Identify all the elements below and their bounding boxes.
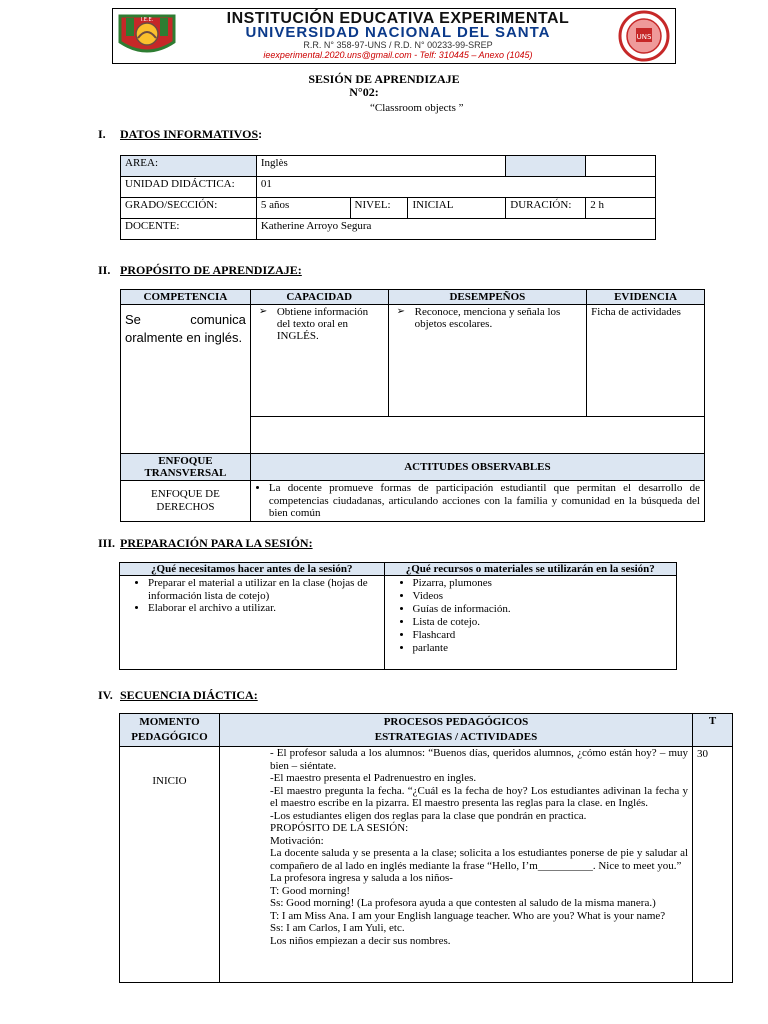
recurso-item: • Videos xyxy=(413,590,672,603)
grado-value: 5 años xyxy=(256,198,350,219)
logo-left-text: I.E.E. xyxy=(140,17,154,23)
col-procesos xyxy=(219,714,692,747)
docente-label: DOCENTE: xyxy=(121,219,257,240)
recurso-item: • parlante xyxy=(413,642,672,655)
area-blank-2 xyxy=(586,156,656,177)
section-3-label: PREPARACIÓN PARA LA SESIÓN: xyxy=(120,536,313,550)
section-3-num: III. xyxy=(98,536,116,550)
capacidad-item: ➢ Obtiene información del texto oral en INGLÉS. xyxy=(255,306,384,342)
actividad-line: PROPÓSITO DE LA SESIÓN: xyxy=(269,822,409,834)
section-1-colon: : xyxy=(258,127,263,141)
col-capacidad: CAPACIDAD xyxy=(250,290,388,305)
antes-item: • Preparar el material a utilizar en la clase (hojas de información lista de cotejo) xyxy=(148,577,380,602)
docente-value: Katherine Arroyo Segura xyxy=(256,219,655,240)
actividad-line: -El maestro pregunta la fecha. “¿Cuál es la fecha de hoy? Los estudiantes adivinan la fecha y el maestro escribe en la pizarra. El maestro presenta las reglas para la clase. en Inglés. xyxy=(269,784,689,809)
recurso-item: • Flashcard xyxy=(413,629,672,642)
col-t: T xyxy=(693,714,733,747)
section-4-label: SECUENCIA DIÁCTICA: xyxy=(120,688,258,702)
document-title: SESIÓN DE APRENDIZAJE xyxy=(308,72,460,86)
area-value: Inglès xyxy=(256,156,505,177)
antes-item: • Elaborar el archivo a utilizar. xyxy=(148,602,380,615)
actividad-line: T: Good morning! xyxy=(269,884,351,897)
momento-inicio: INICIO xyxy=(120,747,220,983)
section-1-heading xyxy=(98,127,262,142)
unidad-label: UNIDAD DIDÁCTICA: xyxy=(121,177,257,198)
enfoque-header: ENFOQUE TRANSVERSAL xyxy=(121,454,251,481)
grado-label: GRADO/SECCIÓN: xyxy=(121,198,257,219)
nivel-value: INICIAL xyxy=(408,198,506,219)
desempeno-item: ➢ Reconoce, menciona y señala los objetos escolares. xyxy=(393,306,583,330)
section-2-label: PROPÓSITO DE APRENDIZAJE: xyxy=(120,263,302,277)
datos-table xyxy=(120,155,656,240)
actividad-line: Ss: Good morning! (La profesora ayuda a que contesten al saludo de la misma manera.) xyxy=(269,897,656,909)
col-desempenos: DESEMPEÑOS xyxy=(388,290,587,305)
tiempo-value: 30 xyxy=(693,747,733,983)
actividades-cell xyxy=(219,747,692,983)
col-procesos-line-2: ESTRATEGIAS / ACTIVIDADES xyxy=(374,731,538,743)
preparacion-table xyxy=(119,562,677,670)
enfoque-value: ENFOQUE DE DERECHOS xyxy=(121,481,251,522)
university-name: UNIVERSIDAD NACIONAL DEL SANTA xyxy=(245,24,551,41)
secuencia-table xyxy=(119,713,733,983)
section-1-num: I. xyxy=(98,127,106,141)
actividad-line: Los niños empiezan a decir sus nombres. xyxy=(269,934,451,947)
col-momento: MOMENTO PEDAGÓGICO xyxy=(120,714,220,747)
desempeno-list xyxy=(393,306,583,330)
area-blank xyxy=(506,156,586,177)
resolution-line: R.R. N° 358-97-UNS / R.D. N° 00233-99-SREP xyxy=(303,40,493,50)
actividad-line: T: I am Miss Ana. I am your English language teacher. Who are you? What is your name? xyxy=(269,909,666,922)
competencia-text: Se comunica oralmente en inglés. xyxy=(121,305,251,454)
unidad-value: 01 xyxy=(256,177,655,198)
actividad-line: Motivación: xyxy=(269,834,324,847)
contact-line: ieexperimental.2020.uns@gmail.com - Telf: 310445 – Anexo (1045) xyxy=(263,50,533,60)
actitud-list xyxy=(255,482,700,520)
section-4-num: IV. xyxy=(98,688,113,702)
duracion-label: DURACIÓN: xyxy=(506,198,586,219)
session-number: N°02: xyxy=(349,85,379,99)
empty-cell xyxy=(250,417,704,454)
proposito-table xyxy=(120,289,705,522)
section-2-num: II. xyxy=(98,263,111,277)
recurso-item: • Lista de cotejo. xyxy=(413,616,672,629)
actitudes-header: ACTITUDES OBSERVABLES xyxy=(250,454,704,481)
section-3-heading xyxy=(98,536,313,551)
institution-name: INSTITUCIÓN EDUCATIVA EXPERIMENTAL xyxy=(226,10,570,27)
actividad-line: -Los estudiantes eligen dos reglas para la clase que pondrán en practica. xyxy=(269,809,587,822)
actividad-line: La profesora ingresa y saluda a los niños- xyxy=(269,872,453,884)
col-antes: ¿Qué necesitamos hacer antes de la sesión? xyxy=(120,563,385,576)
recursos-list xyxy=(389,577,672,655)
session-topic: “Classroom objects ” xyxy=(370,102,464,114)
university-seal-icon xyxy=(616,10,672,62)
recurso-item: • Pizarra, plumones xyxy=(413,577,672,590)
actividad-line: -El maestro presenta el Padrenuestro en ingles. xyxy=(269,772,477,784)
col-procesos-line-1: PROCESOS PEDAGÓGICOS xyxy=(383,716,529,728)
actividad-line: Ss: I am Carlos, I am Yuli, etc. xyxy=(269,922,405,934)
evidencia-value: Ficha de actividades xyxy=(587,305,705,417)
col-evidencia: EVIDENCIA xyxy=(587,290,705,305)
actividad-line: La docente saluda y se presenta a la clase; solicita a los estudiantes ponerse de pie y saludar al compañero de al lado en inglés mediante la frase “Hello, I’m__________. Nice to meet you.” xyxy=(269,847,689,872)
col-recursos: ¿Qué recursos o materiales se utilizarán en la sesión? xyxy=(384,563,676,576)
capacidad-list xyxy=(255,306,384,342)
actividad-line: - El profesor saluda a los alumnos: “Buenos días, queridos alumnos, ¿cómo están hoy? – muy bien – siéntate. xyxy=(269,747,689,772)
nivel-label: NIVEL: xyxy=(350,198,408,219)
section-1-label: DATOS INFORMATIVOS xyxy=(120,127,259,141)
logo-right-text: UNS xyxy=(636,33,652,41)
school-logo-icon xyxy=(116,12,178,60)
antes-list xyxy=(124,577,380,615)
col-competencia: COMPETENCIA xyxy=(121,290,251,305)
section-4-heading xyxy=(98,688,258,703)
area-label: AREA: xyxy=(121,156,257,177)
section-2-heading xyxy=(98,263,302,278)
duracion-value: 2 h xyxy=(586,198,656,219)
actitud-item: • La docente promueve formas de participación estudiantil que permitan el desarrollo de competencias ciudadanas, articulando acciones con la familia y comunidad en la búsqueda del bien común xyxy=(269,482,700,520)
recurso-item: • Guías de información. xyxy=(413,603,672,616)
